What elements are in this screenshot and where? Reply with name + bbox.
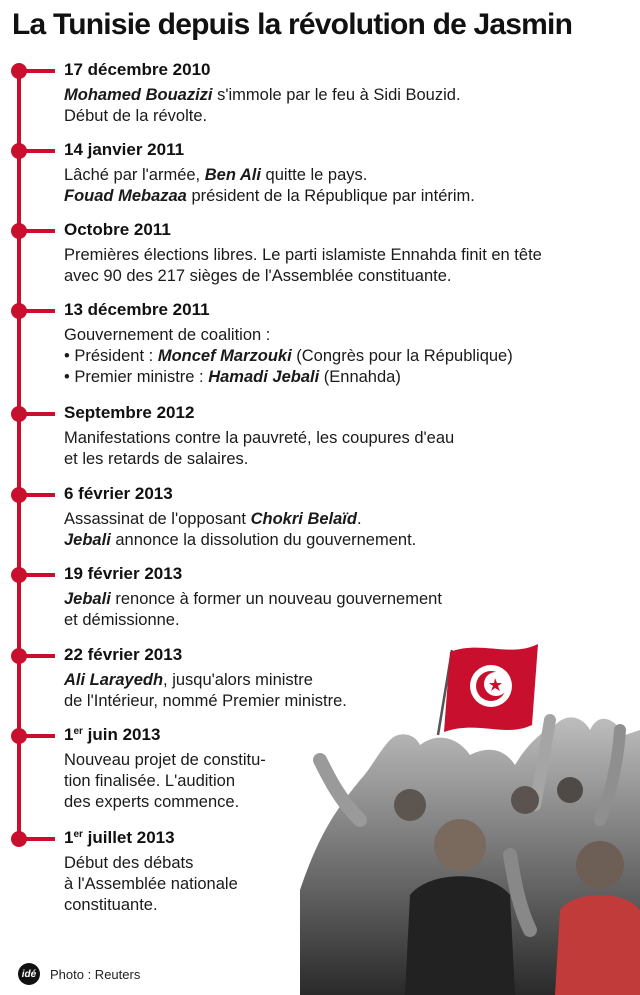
photo-credit: Photo : Reuters: [50, 966, 141, 982]
event-date: 1er juillet 2013: [64, 828, 175, 847]
person-name: Jebali: [64, 590, 111, 608]
timeline-line: [17, 70, 21, 840]
event-description: Nouveau projet de constitu- tion finalisée. L'audition des experts commence.: [64, 751, 266, 811]
ide-logo: idé: [18, 963, 40, 985]
timeline-tick: [21, 412, 55, 416]
event-description: Gouvernement de coalition : • Président : Moncef Marzouki (Congrès pour la République) • Premier ministre : Hamadi Jebali (Ennahda): [64, 326, 513, 386]
timeline-tick: [21, 309, 55, 313]
timeline-tick: [21, 149, 55, 153]
event-description: Premières élections libres. Le parti islamiste Ennahda finit en tête avec 90 des 217 sièges de l'Assemblée constituante.: [64, 246, 542, 285]
person-name: Moncef Marzouki: [157, 347, 292, 365]
person-name: Chokri Belaïd: [250, 510, 357, 528]
event-date: 13 décembre 2011: [64, 300, 210, 319]
person-name: Mohamed Bouazizi: [64, 86, 213, 104]
event-description: Ali Larayedh, jusqu'alors ministre de l'Intérieur, nommé Premier ministre.: [64, 671, 347, 710]
timeline-tick: [21, 837, 55, 841]
person-name: Jebali: [64, 531, 111, 549]
timeline-tick: [21, 69, 55, 73]
page-title: La Tunisie depuis la révolution de Jasmin: [12, 8, 573, 41]
timeline-tick: [21, 654, 55, 658]
event-description: Manifestations contre la pauvreté, les coupures d'eau et les retards de salaires.: [64, 429, 455, 468]
person-name: Ali Larayedh: [64, 671, 164, 689]
timeline-tick: [21, 229, 55, 233]
event-description: Jebali renonce à former un nouveau gouvernement et démissionne.: [64, 590, 442, 629]
timeline-tick: [21, 573, 55, 577]
event-date: 17 décembre 2010: [64, 60, 211, 79]
timeline-tick: [21, 734, 55, 738]
event-description: Assassinat de l'opposant Chokri Belaïd. Jebali annonce la dissolution du gouvernement.: [64, 510, 417, 549]
person-name: Fouad Mebazaa: [64, 187, 187, 205]
event-description: Début des débats à l'Assemblée nationale constituante.: [64, 854, 238, 914]
event-date: 14 janvier 2011: [64, 140, 185, 159]
person-name: Hamadi Jebali: [208, 368, 320, 386]
event-date: Octobre 2011: [64, 220, 171, 239]
event-date: 19 février 2013: [64, 564, 183, 583]
person-name: Ben Ali: [204, 166, 261, 184]
event-date: 1er juin 2013: [64, 725, 161, 744]
timeline-tick: [21, 493, 55, 497]
event-description: Lâché par l'armée, Ben Ali quitte le pays. Fouad Mebazaa président de la République par intérim.: [64, 166, 475, 205]
event-description: Mohamed Bouazizi s'immole par le feu à Sidi Bouzid. Début de la révolte.: [64, 86, 461, 125]
event-date: Septembre 2012: [64, 403, 195, 422]
event-date: 6 février 2013: [64, 484, 173, 503]
footer: [18, 963, 140, 985]
event-date: 22 février 2013: [64, 645, 183, 664]
crowd-photo: [300, 630, 640, 995]
